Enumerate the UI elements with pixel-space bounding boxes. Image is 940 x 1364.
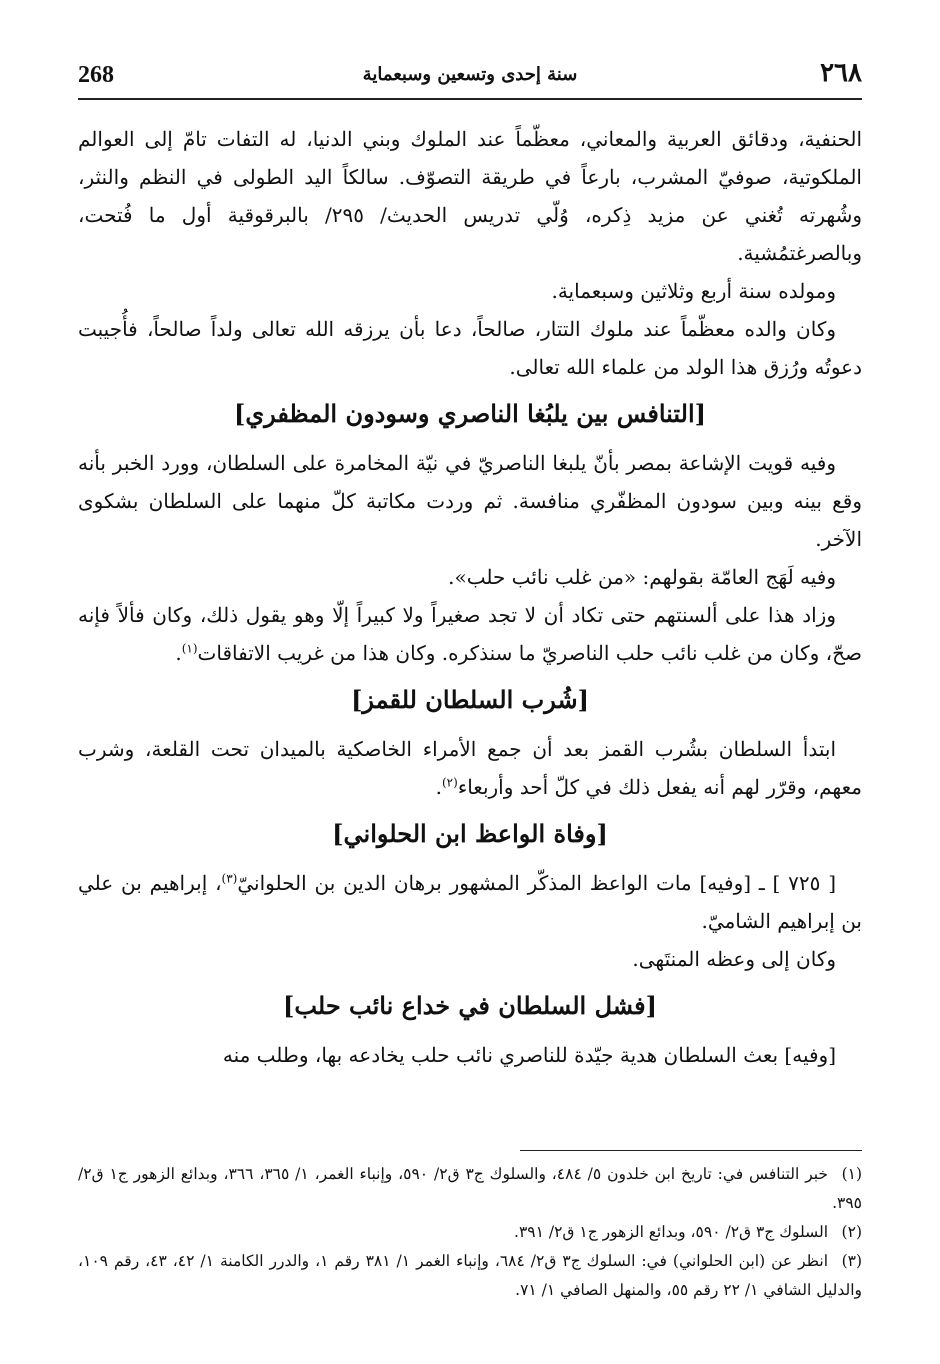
death-paragraph-2: وكان إلى وعظه المنتَهى. xyxy=(632,947,836,971)
footnote-3 xyxy=(78,1247,862,1305)
footnote-2 xyxy=(78,1218,862,1247)
footnote-2-text: السلوك ج٣ ق٢/ ٥٩٠، وبدائع الزهور ج١ ق٢/ ٣٩١. xyxy=(514,1223,828,1241)
section-heading-rivalry: [التنافس بين يلبُغا الناصري وسودون المظفري] xyxy=(234,399,706,428)
qumiz-paragraph-1 xyxy=(78,730,862,806)
footnote-ref-3: (٣) xyxy=(221,871,238,886)
running-head xyxy=(78,58,862,102)
rivalry-paragraph-2: وفيه لَهَج العامّة بقولهم: «من غلب نائب حلب». xyxy=(448,565,836,589)
section-heading-death: [وفاة الواعظ ابن الحلواني] xyxy=(332,819,608,848)
running-title: سنة إحدى وتسعين وسبعماية xyxy=(362,64,578,85)
qumiz-paragraph-1-text: ابتدأ السلطان بشُرب القمز بعد أن جمع الأمراء الخاصكية بالميدان تحت القلعة، وشرب معهم، وقرّر لهم أنه يفعل ذلك في كلّ أحد وأربعاء xyxy=(78,737,862,799)
intro-paragraph-1: الحنفية، ودقائق العربية والمعاني، معظّماً عند الملوك وبني الدنيا، له التفات تامّ إلى العوالم الملكوتية، صوفيّ المشرب، بارعاً في طريقة التصوّف. سالكاً اليد الطولى في النظم والنثر، وشُهرته تُغني عن مزيد ذِكره، وُلّي تدريس الحديث/ ٢٩٥/ بالبرقوقية أول ما فُتحت، وبالصرغتمُشية. xyxy=(78,127,862,265)
footnote-1-number: (١) xyxy=(841,1165,863,1183)
footnote-1 xyxy=(78,1160,862,1218)
page-number-arabic: ٢٦٨ xyxy=(820,58,862,88)
rivalry-paragraph-3 xyxy=(78,596,862,672)
footnote-2-number: (٢) xyxy=(841,1223,862,1241)
footnote-1-text: خبر التنافس في: تاريخ ابن خلدون ٥/ ٤٨٤، والسلوك ج٣ ق٢/ ٥٩٠، وإنباء الغمر، ١/ ٣٦٥، ٣٦٦، وبدائع الزهور ج١ ق٢/ ٣٩٥. xyxy=(78,1165,862,1212)
footnote-rule xyxy=(520,1150,862,1151)
footnote-ref-2: (٢) xyxy=(441,775,458,790)
footnote-3-number: (٣) xyxy=(841,1252,863,1270)
footnote-ref-1: (١) xyxy=(181,641,198,656)
rivalry-paragraph-3-text: وزاد هذا على ألسنتهم حتى تكاد أن لا تجد صغيراً ولا كبيراً إلّا وهو يقول ذلك، وكان فألاً فإنه صحّ، وكان من غلب نائب حلب الناصريّ ما سنذكره. وكان هذا من غريب الاتفاقات xyxy=(78,603,862,665)
rivalry-paragraph-3-end: . xyxy=(175,641,182,665)
section-heading-qumiz: [شُرب السلطان للقمز] xyxy=(351,685,589,714)
death-paragraph-1-text: [ ٧٢٥ ] ـ [وفيه] مات الواعظ المذكّر المشهور برهان الدين بن الحلوانيّ xyxy=(237,871,837,895)
header-rule xyxy=(78,98,862,100)
page-number-latin: 268 xyxy=(78,62,114,88)
qumiz-paragraph-1-end: . xyxy=(435,775,442,799)
main-text xyxy=(78,120,862,1074)
intro-paragraph-2: ومولده سنة أربع وثلاثين وسبعماية. xyxy=(551,279,836,303)
intro-paragraph-3: وكان والده معظّماً عند ملوك التتار، صالحاً، دعا بأن يرزقه الله تعالى ولداً صالحاً، فأُجيبت دعوتُه ورُزق هذا الولد من علماء الله تعالى. xyxy=(78,317,862,379)
deception-paragraph-1: [وفيه] بعث السلطان هدية جيّدة للناصري نائب حلب يخادعه بها، وطلب منه xyxy=(222,1043,836,1067)
footnote-3-text: انظر عن (ابن الحلواني) في: السلوك ج٣ ق٢/ ٦٨٤، وإنباء الغمر ١/ ٣٨١ رقم ١، والدرر الكامنة ١/ ٤٢، ٤٣، رقم ١٠٩، والدليل الشافي ١/ ٢٢ رقم ٥٥، والمنهل الصافي ١/ ٧١. xyxy=(78,1252,862,1299)
rivalry-paragraph-1: وفيه قويت الإشاعة بمصر بأنّ يلبغا الناصريّ في نيّة المخامرة على السلطان، وورد الخبر بأنه وقع بينه وبين سودون المظفّري منافسة. ثم وردت مكاتبة كلّ منهما على السلطان بشكوى الآخر. xyxy=(78,451,862,551)
section-heading-deception: [فشل السلطان في خداع نائب حلب] xyxy=(283,991,657,1020)
death-paragraph-1-end: ، إبراهيم بن علي بن إبراهيم الشاميّ. xyxy=(78,871,862,933)
death-paragraph-1 xyxy=(78,864,862,940)
footnotes xyxy=(78,1160,862,1305)
